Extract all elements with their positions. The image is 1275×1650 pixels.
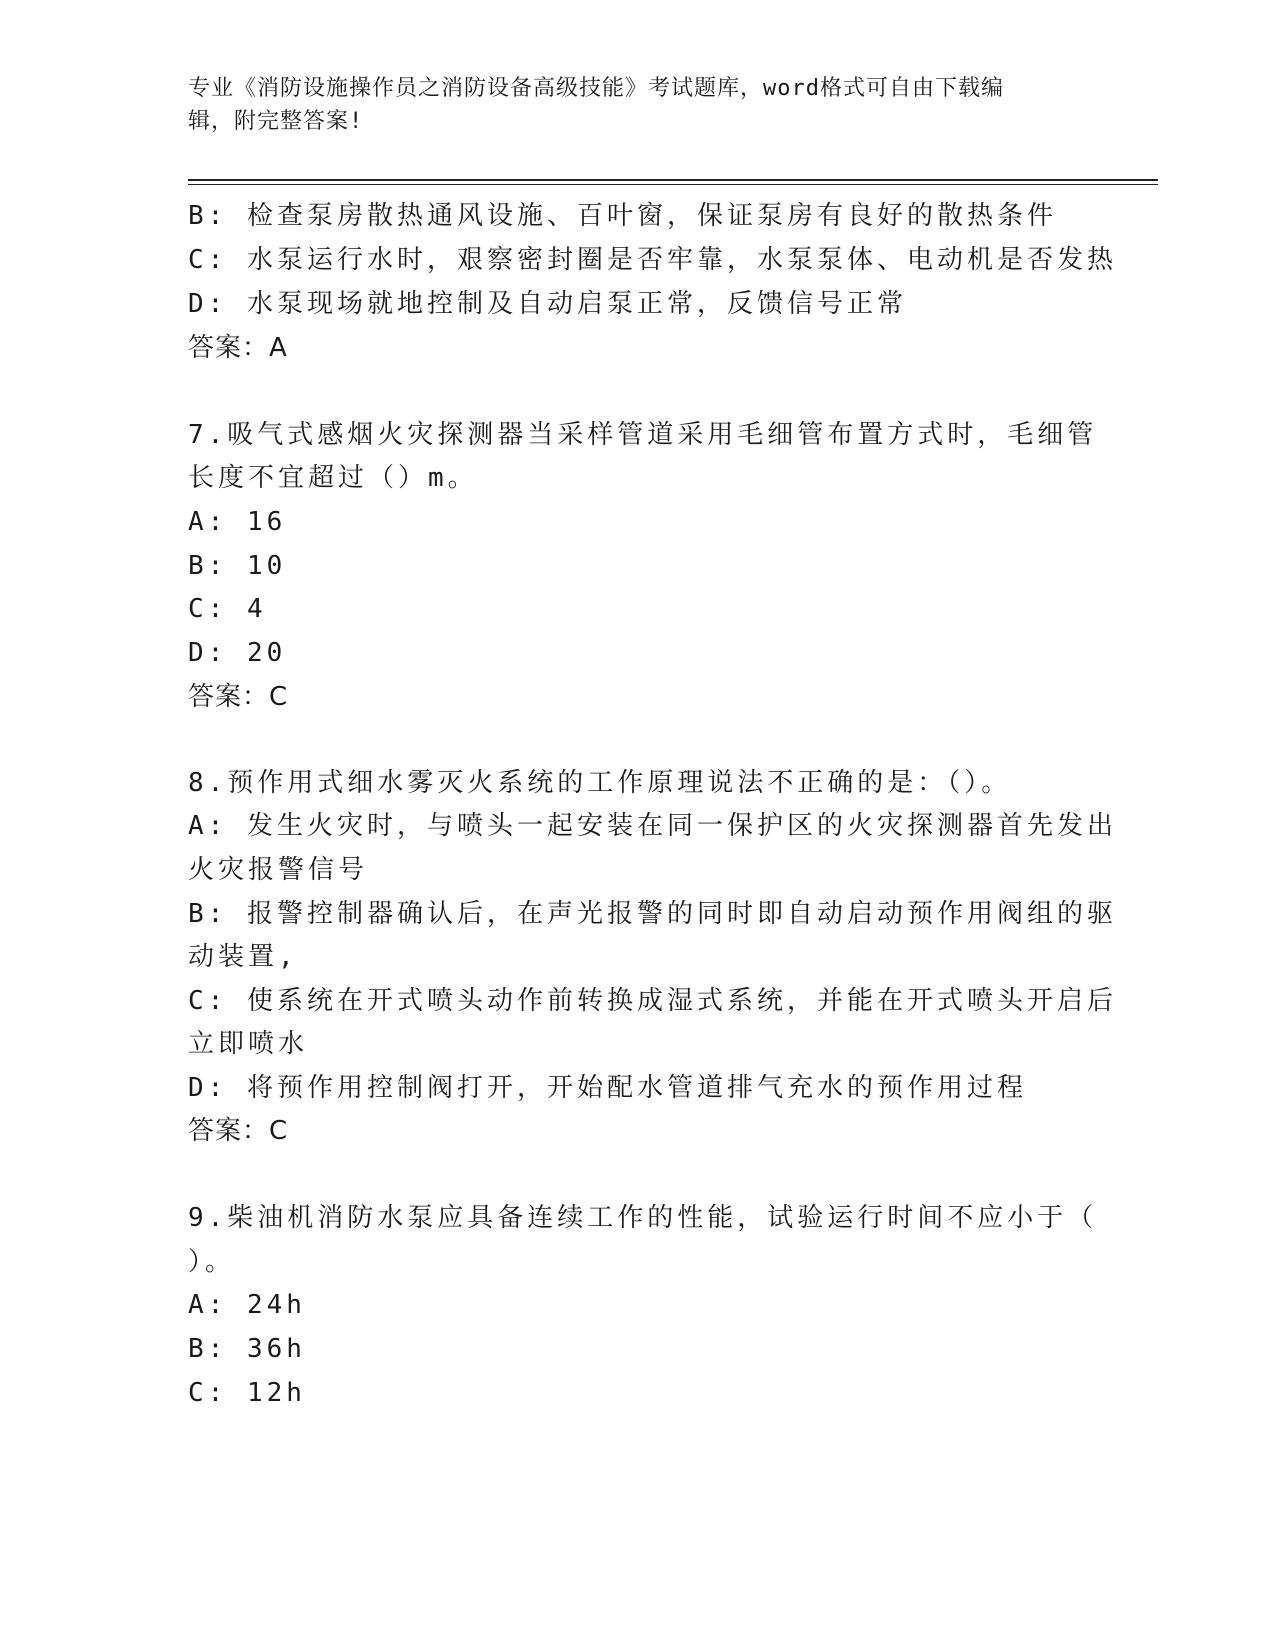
q8-option-a-line-2: 火灾报警信号 <box>188 855 369 885</box>
q9-stem-line-2: ）。 <box>188 1247 236 1277</box>
q8-option-b-line-2: 动装置, <box>188 942 298 972</box>
prev-option-b: B: 检查泵房散热通风设施、百叶窗，保证泵房有良好的散热条件 <box>188 201 1057 231</box>
q8-answer: 答案：C <box>188 1116 289 1146</box>
q8-option-d: D: 将预作用控制阀打开，开始配水管道排气充水的预作用过程 <box>188 1073 1027 1103</box>
q9-option-c: C: 12h <box>188 1378 306 1408</box>
q8-option-c-line-1: C: 使系统在开式喷头动作前转换成湿式系统，并能在开式喷头开启后 <box>188 986 1117 1016</box>
prev-option-c: C: 水泵运行水时，艰察密封圈是否牢靠，水泵泵体、电动机是否发热 <box>188 245 1117 275</box>
q7-stem-line-1: 7.吸气式感烟火灾探测器当采样管道采用毛细管布置方式时，毛细管 <box>188 420 1098 450</box>
header-line-2: 辑，附完整答案! <box>188 109 364 134</box>
q7-option-a: A: 16 <box>188 507 287 537</box>
q7-option-b: B: 10 <box>188 551 287 581</box>
q8-option-a-line-1: A: 发生火灾时，与喷头一起安装在同一保护区的火灾探测器首先发出 <box>188 811 1117 841</box>
q8-option-b-line-1: B: 报警控制器确认后，在声光报警的同时即自动启动预作用阀组的驱 <box>188 899 1117 929</box>
q9-stem-line-1: 9.柴油机消防水泵应具备连续工作的性能，试验运行时间不应小于（ <box>188 1203 1098 1233</box>
q7-stem-line-2: 长度不宜超过（）m。 <box>188 463 478 493</box>
prev-option-d: D: 水泵现场就地控制及自动启泵正常，反馈信号正常 <box>188 289 907 319</box>
header-line-1: 专业《消防设施操作员之消防设备高级技能》考试题库，word格式可自由下载编 <box>188 76 1004 101</box>
q8-option-c-line-2: 立即喷水 <box>188 1029 309 1059</box>
q8-stem: 8.预作用式细水雾灭火系统的工作原理说法不正确的是：（）。 <box>188 768 1012 798</box>
header-divider-thick <box>188 179 1158 181</box>
q9-option-b: B: 36h <box>188 1334 306 1364</box>
q7-option-d: D: 20 <box>188 638 287 668</box>
q7-option-c: C: 4 <box>188 594 267 624</box>
q9-option-a: A: 24h <box>188 1290 306 1320</box>
document-header <box>188 72 1088 138</box>
q7-answer: 答案：C <box>188 682 289 712</box>
prev-answer: 答案：A <box>188 333 288 363</box>
header-divider-thin <box>188 184 1158 185</box>
